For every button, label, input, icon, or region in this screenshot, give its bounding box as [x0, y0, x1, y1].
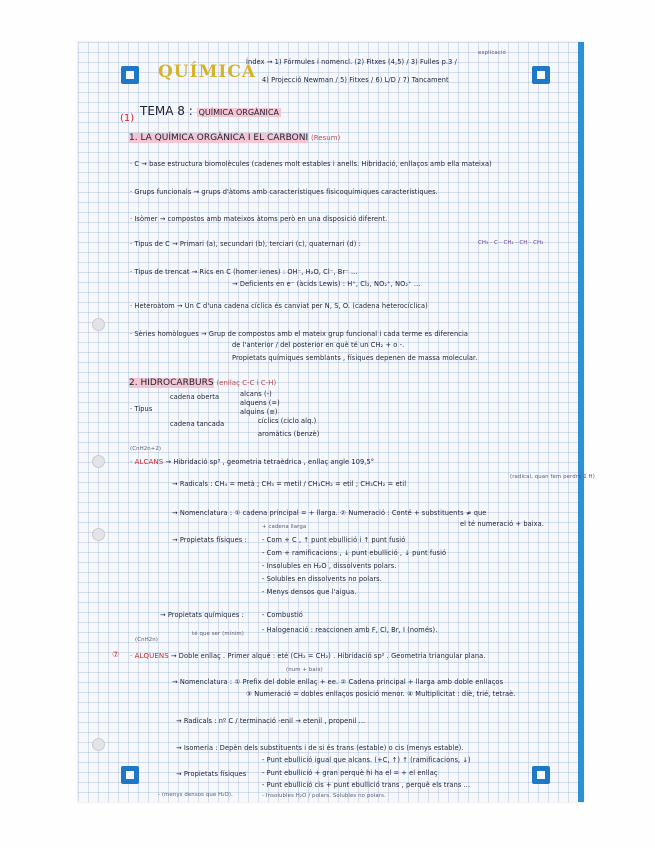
- note-line: de l'anterior / del posterior en què té un CH₂ + o -.: [232, 341, 405, 349]
- tree-node: alquens (=): [240, 399, 280, 407]
- tree-node: cadena oberta: [170, 393, 220, 401]
- tree-node: cíclics (ciclo alq.): [258, 417, 317, 425]
- note-line: · Isòmer → compostos amb mateixos àtoms però en una disposició diferent.: [130, 215, 388, 223]
- note-line: → Deficients en e⁻ (àcids Lewis) : H⁺, Cl₂, NO₂⁺, NO₂⁺ ...: [232, 280, 421, 288]
- section-title: 2. HIDROCARBURS: [129, 378, 214, 388]
- section-heading: [129, 133, 340, 143]
- tema-heading: [140, 104, 281, 118]
- list-item: - Punt ebullició cis + punt ebullició trans , perquè els trans ...: [262, 781, 471, 789]
- section-title: 1. LA QUÍMICA ORGÀNICA I EL CARBONI: [129, 133, 309, 143]
- nom-note: (num + baix): [286, 667, 323, 673]
- list-item: - Solubles en dissolvents no polars.: [262, 575, 382, 583]
- tree-node: cadena tancada: [170, 420, 225, 428]
- note-line: · C → base estructura biomolècules (cadenes molt estables i anells. Hibridació, enllaços amb ella mateixa): [130, 160, 492, 168]
- corner-marker-icon: [121, 66, 139, 84]
- index-line: 4) Projecció Newman / 5) Fitxes / 6) L/D / 7) Tancament: [262, 76, 449, 84]
- list-item: - Com + ramificacions , ↓ punt ebullició , ↓ punt fusió: [262, 549, 447, 557]
- alcans-desc: → Hibridació sp³ , geometria tetraèdrica , enllaç angle 109,5°: [165, 458, 375, 466]
- alcans-title: · ALCANS: [130, 458, 164, 466]
- note-line: - Punt ebullició igual que alcans. (+C, ↑) ↑ (ramificacions, ↓): [262, 756, 471, 764]
- prop-quim-label: → Propietats químiques :: [160, 611, 244, 619]
- list-item: - Insolubles en H₂O , dissolvents polars.: [262, 562, 397, 570]
- alcans-label: [130, 458, 374, 466]
- note-line: el té numeració + baixa.: [460, 520, 545, 528]
- note-line: ③ Numeració = dobles enllaços posició menor. ④ Multiplicitat : diè, trié, tetraè.: [246, 690, 516, 698]
- note-line: · Tipus de C → Primari (a), secundari (b), terciari (c), quaternari (d) :: [130, 240, 361, 248]
- alquens-desc: → Doble enllaç . Primer alqué : eté (CH₂ = CH₂) . Hibridació sp² . Geometria triangular plana.: [170, 652, 486, 660]
- list-item: - Com + C , ↑ punt ebullició i ↑ punt fusió: [262, 536, 406, 544]
- list-item: - Halogenació : reaccionen amb F, Cl, Br, I (només).: [262, 626, 438, 634]
- tema-label: TEMA 8 :: [140, 104, 193, 118]
- note-line: → Radicals : nº C / terminació -enil → etenil , propenil ...: [176, 717, 366, 725]
- section-note: (Resum): [311, 134, 341, 142]
- radicals-note: (radical, quan fem perdre 1 H): [510, 474, 595, 480]
- binder-hole: [92, 528, 105, 541]
- index-note: explicació: [478, 50, 506, 56]
- prop-fis-label: → Propietats físiques: [176, 770, 247, 778]
- corner-marker-icon: [121, 766, 139, 784]
- prop-fis-label: → Propietats físiques :: [172, 536, 247, 544]
- note-line: · Grups funcionals → grups d'àtoms amb característiques fisicoquímiques característiques.: [130, 188, 438, 196]
- corner-marker-icon: [532, 66, 550, 84]
- note-line: · Tipus de trencat → Rics en C (homer ienes) : OH⁻, H₂O, Cl⁻, Br⁻ ...: [130, 268, 358, 276]
- binder-hole: [92, 738, 105, 751]
- note-line: → Isomeria : Depèn dels substituents i de si és trans (estable) o cis (menys estable).: [176, 744, 464, 752]
- bottom-note: - (menys densos que H₂O).: [158, 792, 233, 798]
- tree-node: alcans (-): [240, 390, 272, 398]
- bottom-note: - Insolubles H₂O / polars. Solubles no polars.: [262, 793, 386, 799]
- tree-node: aromàtics (benzè): [258, 430, 320, 438]
- note-line: → Radicals : CH₄ = metà ; CH₃ = metil / CH₃CH₂ = etil ; CH₃CH₂ = etil: [172, 480, 407, 488]
- note-line: · Sèries homòlogues → Grup de compostos amb el mateix grup funcional i cada terme es diferencia: [130, 330, 469, 338]
- list-item: - Menys densos que l'aigua.: [262, 588, 357, 596]
- topic-number: (1): [120, 113, 135, 124]
- notebook-page: [78, 42, 584, 802]
- corner-marker-icon: [532, 766, 550, 784]
- section-heading: [129, 378, 276, 388]
- tree-node: alquins (≡): [240, 408, 278, 416]
- topic-marker: ⑦: [112, 650, 120, 659]
- note-line: Propietats químiques semblants , físiques depenen de massa molecular.: [232, 354, 478, 362]
- index-line: Índex → 1) Fórmules i nomencl. (2) Fitxes (4,5) / 3) Fulles p.3 /: [246, 58, 457, 66]
- binder-hole: [92, 318, 105, 331]
- page-title: QUÍMICA: [158, 62, 257, 82]
- formula-note: (CnH2n): [135, 637, 158, 643]
- list-item: - Punt ebullició + gran perquè hi ha el = + el enllaç: [262, 769, 438, 777]
- alquens-title: · ALQUENS: [130, 652, 169, 660]
- formula-note: (CnH2n+2): [130, 446, 162, 452]
- note-line: · Heteroàtom → Un C d'una cadena cíclica és canviat per N, S, O. (cadena heterocíclica): [130, 302, 428, 310]
- list-item: - Combustió: [262, 611, 303, 619]
- alquens-label: [130, 652, 486, 660]
- binder-hole: [92, 455, 105, 468]
- fis-note: + cadena llarga: [262, 524, 307, 530]
- section-note: (enllaç C-C i C-H): [216, 379, 277, 387]
- tema-name: QUÍMICA ORGÀNICA: [198, 108, 279, 117]
- margin-formula: CH₃ - C - CH₂ - CH - CH₃: [478, 240, 544, 246]
- note-line: → Nomenclatura : ① Prefix del doble enllaç + ee. ② Cadena principal + llarga amb doble enllaços: [172, 678, 504, 686]
- alquens-note: té que ser (mínim): [192, 631, 244, 637]
- tipus-label: · Tipus: [130, 405, 153, 413]
- note-line: → Nomenclatura : ① cadena principal = + llarga. ② Numeració : Conté + substituents ≠ que: [172, 509, 487, 517]
